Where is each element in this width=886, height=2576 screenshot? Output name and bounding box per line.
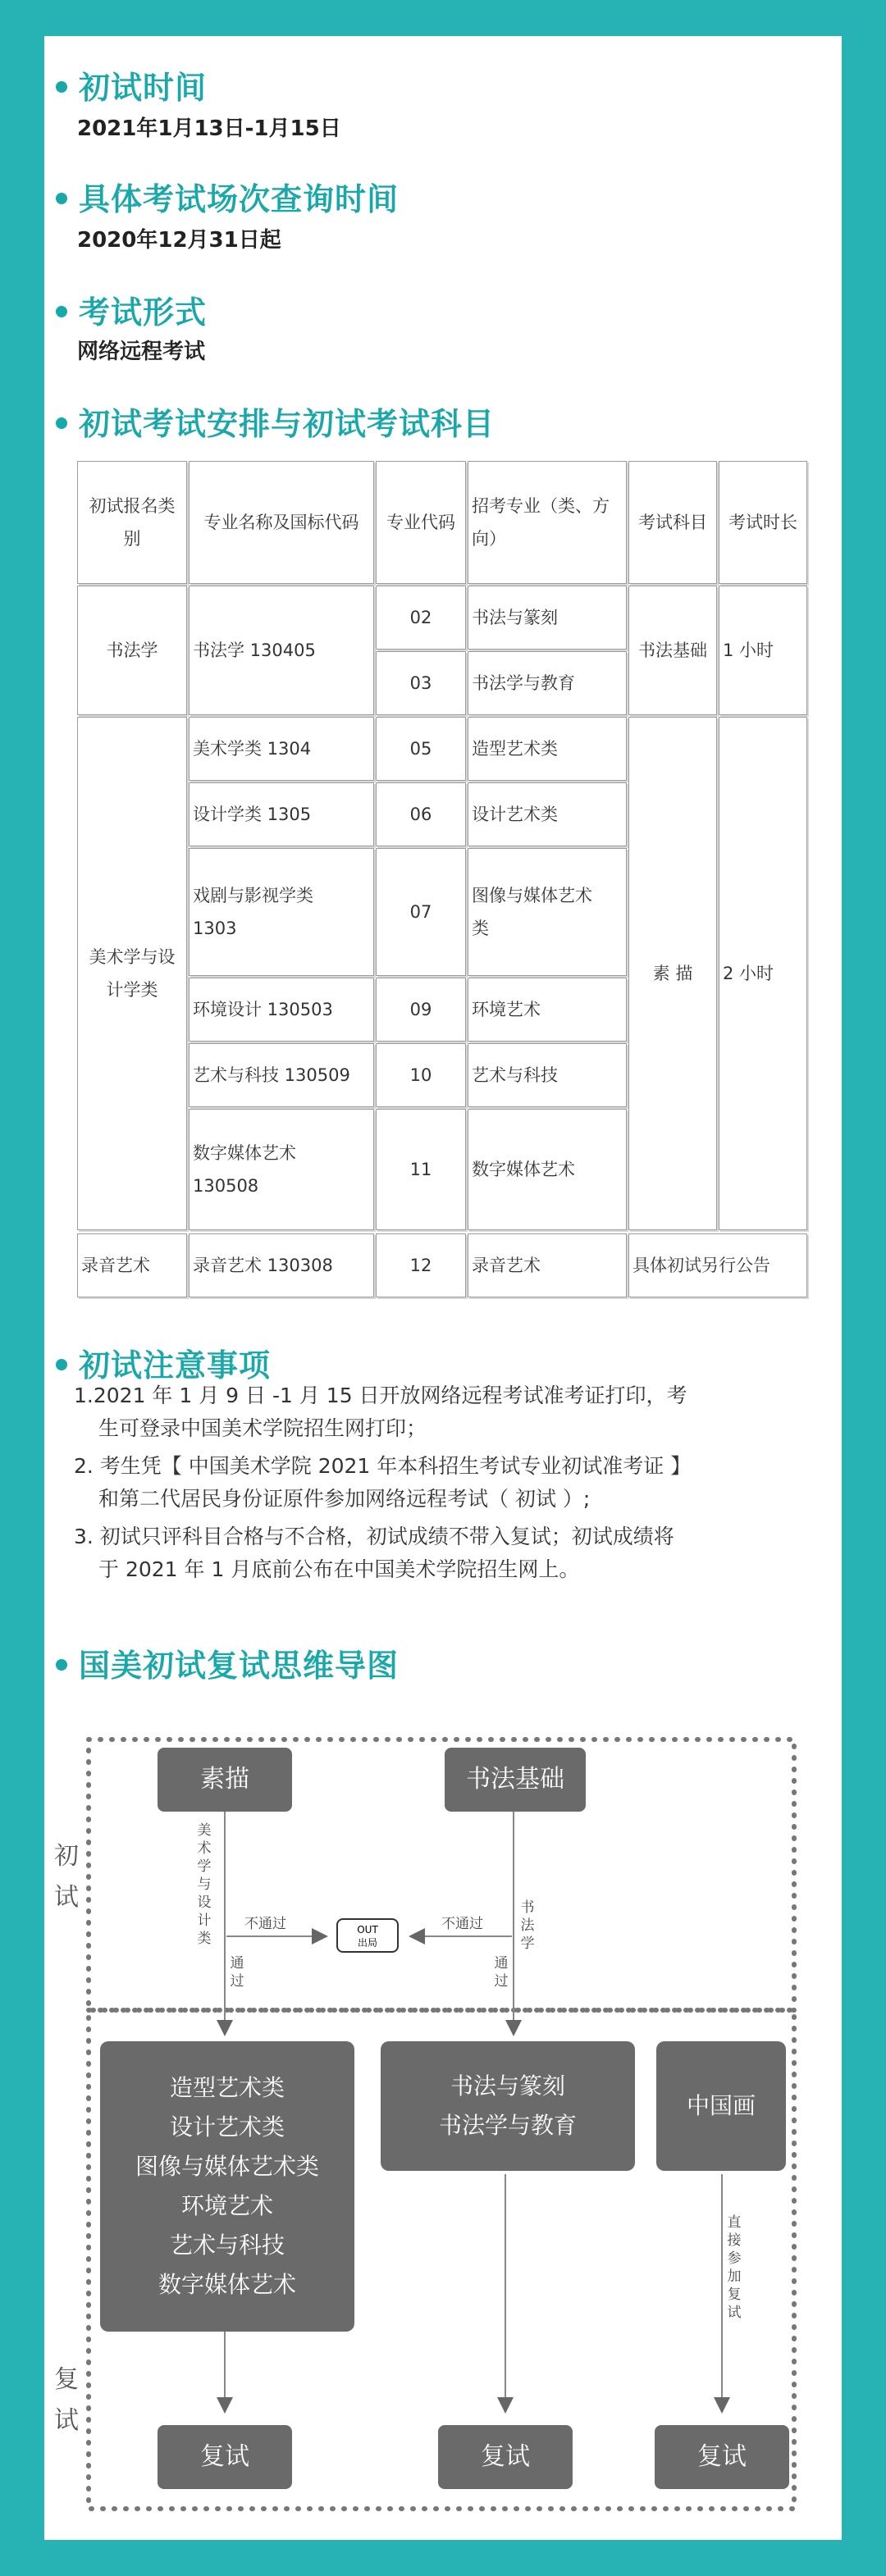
table-cell-major: 设计学类 1305 [189,782,374,846]
side-label-retest: 复试 [54,2365,79,2435]
bullet-dot-icon [56,306,67,317]
note-line: 2. 考生凭【 中国美术学院 2021 年本科招生考试专业初试准考证 】 [74,1454,692,1478]
section-title-mindmap: 国美初试复试思维导图 [56,1640,399,1685]
label-pass-left: 通过 [230,1955,244,1990]
table-cell-code: 11 [376,1109,466,1230]
table-cell-major: 美术学类 1304 [189,717,374,781]
table-cell-direction: 书法学与教育 [468,651,627,715]
bullet-dot-icon [56,1659,67,1671]
exam-form-value: 网络远程考试 [77,340,206,364]
table-cell-subject: 具体初试另行公告 [628,1233,807,1297]
table-cell-code: 06 [376,782,466,846]
group-calligraphy: 书法学 [77,586,187,715]
table-cell-code: 02 [376,586,466,650]
table-cell-direction: 造型艺术类 [468,717,627,781]
table-cell-code: 03 [376,651,466,715]
node-group-calligraphy: 书法与篆刻 书法学与教育 [381,2041,635,2171]
table-cell-major: 数字媒体艺术 130508 [189,1109,374,1230]
bullet-dot-icon [56,1359,67,1370]
group-art-design: 美术学与设 计学类 [77,717,187,1230]
table-cell-code: 10 [376,1043,466,1107]
table-cell-major: 艺术与科技 130509 [189,1043,374,1107]
header-category: 初试报名类 别 [77,461,187,584]
table-cell-direction: 录音艺术 [468,1233,627,1297]
node-chinese-painting: 中国画 [656,2041,786,2171]
section-title-exam-form: 考试形式 [56,287,207,332]
bullet-dot-icon [56,81,67,93]
label-calligraphy: 书法学 [520,1899,535,1952]
table-cell-direction: 环境艺术 [468,978,627,1042]
note-line: 和第二代居民身份证原件参加网络远程考试（ 初试 ）; [98,1487,591,1511]
header-major: 专业名称及国标代码 [189,461,374,584]
node-retest-2: 复试 [438,2425,573,2489]
table-cell-major: 录音艺术 130308 [189,1233,374,1297]
table-cell-major: 书法学 130405 [189,586,374,715]
node-shufa-jichu: 书法基础 [445,1748,586,1812]
table-cell-direction: 图像与媒体艺术 类 [468,848,627,976]
note-line: 生可登录中国美术学院招生网打印； [98,1416,427,1440]
query-time-value: 2020年12月31日起 [77,228,281,253]
label-pass-right: 通过 [494,1955,509,1990]
label-fail-right: 不通过 [441,1916,483,1932]
node-group-art: 造型艺术类 设计艺术类 图像与媒体艺术类 环境艺术 艺术与科技 数字媒体艺术 [100,2041,354,2332]
header-duration: 考试时长 [719,461,807,584]
out-node: OUT 出局 [336,1918,399,1953]
content-card [44,36,842,2540]
node-retest-1: 复试 [158,2425,292,2489]
label-fail-left: 不通过 [244,1916,286,1932]
table-cell-major: 戏剧与影视学类 1303 [189,848,374,976]
table-cell-direction: 艺术与科技 [468,1043,627,1107]
section-title-query-time: 具体考试场次查询时间 [56,174,399,219]
table-cell-code: 07 [376,848,466,976]
header-code: 专业代码 [376,461,466,584]
table-cell-code: 05 [376,717,466,781]
table-cell-code: 12 [376,1233,466,1297]
side-label-preliminary: 初试 [54,1842,79,1912]
mindmap [44,1672,842,2525]
table-cell-code: 09 [376,978,466,1042]
label-direct-retest: 直接参加复试 [727,2214,742,2321]
section-title-notes: 初试注意事项 [56,1340,271,1385]
header-subject: 考试科目 [628,461,717,584]
note-line: 1.2021 年 1 月 9 日 -1 月 15 日开放网络远程考试准考证打印，考 [74,1384,687,1407]
note-line: 3. 初试只评科目合格与不合格，初试成绩不带入复试；初试成绩将 [74,1525,674,1548]
exam-table [77,461,807,1332]
section-title-exam-time: 初试时间 [56,62,207,107]
table-cell-direction: 设计艺术类 [468,782,627,846]
note-line: 于 2021 年 1 月底前公布在中国美术学院招生网上。 [98,1557,580,1581]
table-cell-duration: 1 小时 [719,586,807,715]
group-recording: 录音艺术 [77,1233,187,1297]
table-cell-duration: 2 小时 [719,717,807,1230]
bullet-dot-icon [56,193,67,204]
exam-time-value: 2021年1月13日-1月15日 [77,116,341,141]
node-sumiao: 素描 [158,1748,292,1812]
table-cell-major: 环境设计 130503 [189,978,374,1042]
node-retest-3: 复试 [655,2425,789,2489]
table-cell-subject: 素 描 [628,717,717,1230]
bullet-dot-icon [56,417,67,429]
label-art-design: 美术学与设计类 [197,1822,212,1947]
table-cell-direction: 书法与篆刻 [468,586,627,650]
header-direction: 招考专业（类、方 向） [468,461,627,584]
table-cell-subject: 书法基础 [628,586,717,715]
table-cell-direction: 数字媒体艺术 [468,1109,627,1230]
section-title-arrangement: 初试考试安排与初试考试科目 [56,399,495,444]
